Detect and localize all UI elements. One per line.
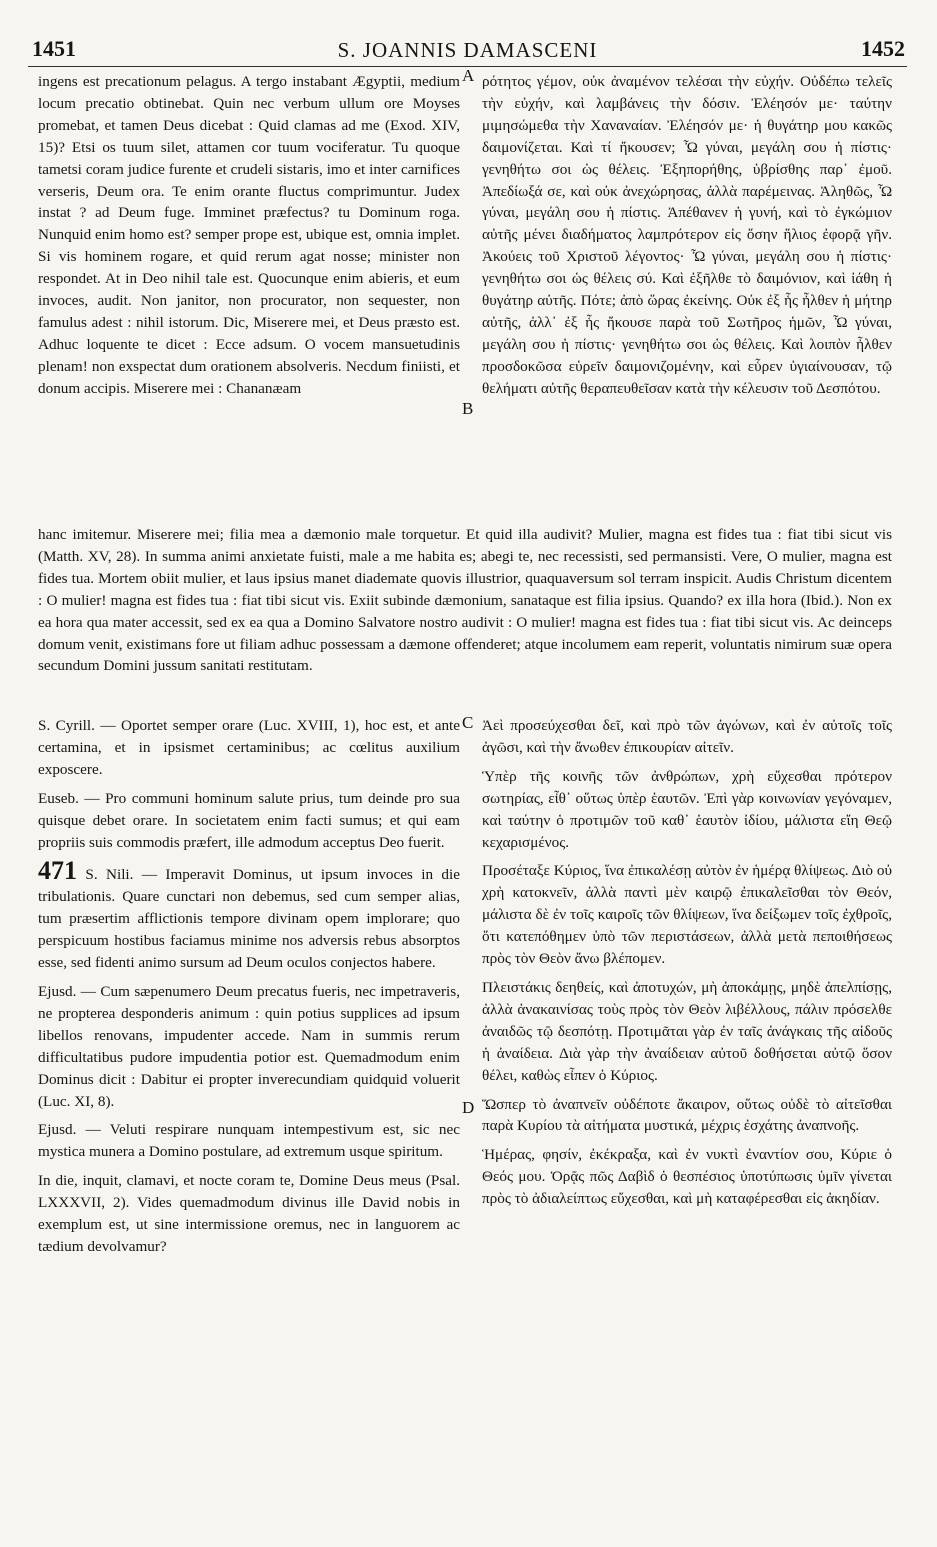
latin-paragraph-nili-text: S. Nili. — Imperavit Dominus, ut ipsum invoces in die tribulationis. Quare cunctari non debemus, sed cum semper alias, tum præsertim afflictionis tempore divinam opem implorare; quo perspicuum hostibus faciamus minime nos adversis rebus absorptos esse, sed fidenti animo sursum ad Deum oculos conjectos habere. [38, 866, 460, 972]
column-marker-a: A [462, 66, 475, 85]
latin-paragraph-cyrill: S. Cyrill. — Oportet semper orare (Luc. XVIII, 1), hoc est, et ante certamina, et in ipsismet certaminibus; ac cœlitus auxilium exposcere. [38, 717, 460, 778]
column-marker-d: D [462, 1098, 475, 1117]
greek-column-top [482, 71, 892, 400]
latin-paragraph: hanc imitemur. Miserere mei; filia mea a dæmonio male torquetur. Et quid illa audivit? Mulier, magna est fides tua : fiat tibi sicut vis (Matth. XV, 28). In summa animi anxietate fuisti, male a me habita es; abegi te, nec recessisti, sed permansisti. Vere, O mulier, magna est fides tua. Mortem obiit mulier, et laus ipsius manet diademate quovis illustrior, quaquaversum sol terram inspicit. Audis Christum dicentem : O mulier! magna est fides tua : fiat tibi sicut vis. Exiit subinde dæmonium, sanataque est filia ipsius. Quando? ex illa hora (Ibid.). Non ex ea hora qua mater accessit, sed ex ea qua a Domino Salvatore nostro audivit : O mulier! magna est fides tua : fiat tibi sicut vis. Ac deinceps domum venit, existimans fore ut filiam adhuc possessam a dæmone offenderet; atque incolumem eam reperit, voluntatis nimirum suæ opera secundum Domini jussum sanitati restitutam. [38, 526, 892, 675]
latin-paragraph: ingens est precationum pelagus. A tergo instabant Ægyptii, medium locum precatio obtinebat. Quin nec verbum ullum ore Moyses promebat, et tamen Deus dicebat : Quid clamas ad me (Exod. XIV, 15)? Etsi os tuum silet, attamen cor tuum vociferatur. Tu quoque tametsi coram judice furente et crudeli sistaris, imo et inter carnifices verseris, Deum ora. Te enim orante fluctus comprimuntur. Judex instat ? ad Deum fuge. Imminet præfectus? tu Dominum roga. Nunquid enim homo est? semper prope est, ubique est, omnia implet. Si vis hominem rogare, et quid rerum agat nosse; minister non respondet. At in Deo nihil tale est. Quocunque enim abieris, et eum invoces, audit. Non janitor, non procurator, non sequester, non famulus adest : nihil istorum. Dic, Miserere mei, et Deus præsto est. Adhuc loquente te dicet : Ecce adsum. O vocem mansuetudinis plenam! non exspectat dum orationem absolveris. Necdum finiisti, et donum accipis. Miserere mei : Chananæam [38, 73, 460, 397]
latin-paragraph-nili [38, 856, 460, 974]
column-marker-c: C [462, 713, 474, 732]
greek-paragraph-nili: Προσέταξε Κύριος, ἵνα ἐπικαλέσῃ αὐτὸν ἐν ἡμέρᾳ θλίψεως. Διὸ οὐ χρὴ κατοκνεῖν, ἀλλὰ παντὶ μὲν καιρῷ ἐπικαλεῖσθαι τὸν Θεόν, μάλιστα δὲ ἐν τοῖς καιροῖς τῶν θλίψεων, ἵνα δείξωμεν τοῖς ἐχθροῖς, ὅτι κατεπόθημεν ὑπὸ τῶν περιστάσεων, ἀλλὰ μετὰ πεποιθήσεως πρὸς τὸν Θεὸν ἄνω βλέπομεν. [482, 862, 892, 968]
latin-column-top [38, 71, 460, 400]
latin-paragraph-psalm: In die, inquit, clamavi, et nocte coram te, Domine Deus meus (Psal. LXXXVII, 2). Vides quemadmodum divinus ille David nobis in exemplum est, ut sine intermissione oremus, nec in languorem ac tædium devolvamur? [38, 1172, 460, 1255]
left-page-number: 1451 [32, 36, 76, 61]
latin-paragraph-ejusd-2: Ejusd. — Veluti respirare nunquam intempestivum est, sic nec mystica munera a Domino postulare, ad extremum usque spiritum. [38, 1121, 460, 1161]
section-number: 471 [38, 856, 77, 886]
latin-paragraph-euseb: Euseb. — Pro communi hominum salute prius, tum deinde pro sua quisque debet orare. In societatem enim facti sumus; et qui eam propriis suis commodis præfert, ille admodum acceptus Deo fuerit. [38, 789, 460, 851]
greek-column-bottom [482, 715, 892, 1210]
latin-paragraph-ejusd-1: Ejusd. — Cum sæpenumero Deum precatus fueris, nec impetraveris, ne propterea desponderis animum : quin potius supplices ad ipsum libellos renovans, impudenter accede. Nam in summis rerum difficultatibus pudore impudentia potior est. Quemadmodum enim Dominus dicit : Dabitur ei propter inverecundiam quidquid voluerit (Luc. XI, 8). [38, 982, 460, 1110]
column-marker-b: B [462, 399, 474, 418]
right-page-number: 1452 [861, 36, 905, 61]
latin-column-bottom [38, 715, 460, 1258]
greek-paragraph-ejusd-2: Ὥσπερ τὸ ἀναπνεῖν οὐδέποτε ἄκαιρον, οὕτως οὐδὲ τὸ αἰτεῖσθαι παρὰ Κυρίου τὰ αἰτήματα μυστικά, μέχρις ἐσχάτης ἀναπνοῆς. [482, 1095, 892, 1135]
running-title: S. JOANNIS DAMASCENI [337, 38, 598, 62]
greek-paragraph: ρότητος γέμον, οὐκ ἀναμένον τελέσαι τὴν εὐχήν. Οὐδέπω τελεῖς τὴν εὐχήν, καὶ λαμβάνεις τὴν δόσιν. Ἐλέησόν με· ταύτην μιμησώμεθα τὴν Χαναναίαν. Ἐλέησόν με· ἡ θυγάτηρ μου κακῶς δαιμονίζεται. Καὶ τί ἤκουσεν; Ὦ γύναι, μεγάλη σου ἡ πίστις· γενηθήτω σοι ὡς θέλεις. Ἐξηπορήθης, ὑβρίσθης παρ᾽ ἐμοῦ. Ἀπεδίωξά σε, καὶ οὐκ ἀνεχώρησας, ἀλλὰ παρέμεινας. Ἀληθῶς, Ὦ γύναι, μεγάλη σου ἡ πίστις. Ἀπέθανεν ἡ γυνή, καὶ τὸ ἐγκώμιον αὐτῆς μένει διαδήματος λαμπρότερον εἰς ὅσην ἥλιος ἐφορᾷ γῆν. Ἀκούεις τοῦ Χριστοῦ λέγοντος· Ὦ γύναι, μεγάλη σου ἡ πίστις· γενηθήτω σοι ὡς θέλεις σύ. Καὶ ἐξῆλθε τὸ δαιμόνιον, καὶ ἰάθη ἡ θυγάτηρ αὐτῆς. Πότε; ἀπὸ ὥρας ἐκείνης. Οὐκ ἐξ ἧς ἦλθεν ἡ μήτηρ αὐτῆς, ἀλλ᾽ ἐξ ἧς ἤκουσε παρὰ τοῦ Σωτῆρος ἡμῶν, Ὦ γύναι, μεγάλη σου ἡ πίστις· γενηθήτω σοι ὡς θέλεις. Καὶ λοιπὸν ἦλθεν προσδοκῶσα εὑρεῖν δαιμονιζομένην, καὶ εὗρεν ὑγιαίνουσαν, τῷ θελήματι αὐτῆς θεραπευθεῖσαν κατὰ τὴν κέλευσιν τοῦ Δεσπότου. [482, 73, 892, 397]
greek-paragraph-ejusd-1: Πλειστάκις δεηθείς, καὶ ἀποτυχών, μὴ ἀποκάμῃς, μηδὲ ἀπελπίσῃς, ἀλλὰ ἀνακαινίσας τοὺς πρὸς τὸν Θεὸν λιβέλλους, πάλιν πρόσελθε ἀναιδῶς τῷ δεσπότῃ. Προτιμᾶται γὰρ ἐν ταῖς ἀνάγκαις τῆς αἰδοῦς ἡ ἀναίδεια. Διὰ γὰρ τὴν ἀναίδειαν αὐτοῦ δοθήσεται αὐτῷ ὅσον θέλει, καθὼς εἶπεν ὁ Κύριος. [482, 978, 892, 1084]
latin-full-width-block [38, 524, 892, 677]
greek-paragraph-cyrill: Ἀεὶ προσεύχεσθαι δεῖ, καὶ πρὸ τῶν ἀγώνων, καὶ ἐν αὐτοῖς τοῖς ἀγῶσι, καὶ τὴν ἄνωθεν ἐπικουρίαν αἰτεῖν. [482, 717, 892, 756]
running-header [28, 36, 907, 67]
greek-paragraph-euseb: Ὑπὲρ τῆς κοινῆς τῶν ἀνθρώπων, χρὴ εὔχεσθαι πρότερον σωτηρίας, εἶθ᾽ οὕτως ὑπὲρ ἑαυτῶν. Ἐπὶ γὰρ κοινωνίαν γεγόναμεν, καὶ ταύτην ὁ προτιμῶν τοῦ καθ᾽ ἑαυτὸν ἰδίου, μάλιστα εἴη Θεῷ κεχαρισμένος. [482, 767, 892, 851]
greek-paragraph-psalm: Ἡμέρας, φησίν, ἐκέκραξα, καὶ ἐν νυκτὶ ἐναντίον σου, Κύριε ὁ Θεός μου. Ὁρᾷς πῶς Δαβὶδ ὁ θεσπέσιος ὑποτύπωσις ὑμῖν γίνεται πρὸς τὸ ἀδιαλείπτως εὔχεσθαι, καὶ μὴ καταφέρεσθαι εἰς ἀκηδίαν. [482, 1146, 892, 1208]
